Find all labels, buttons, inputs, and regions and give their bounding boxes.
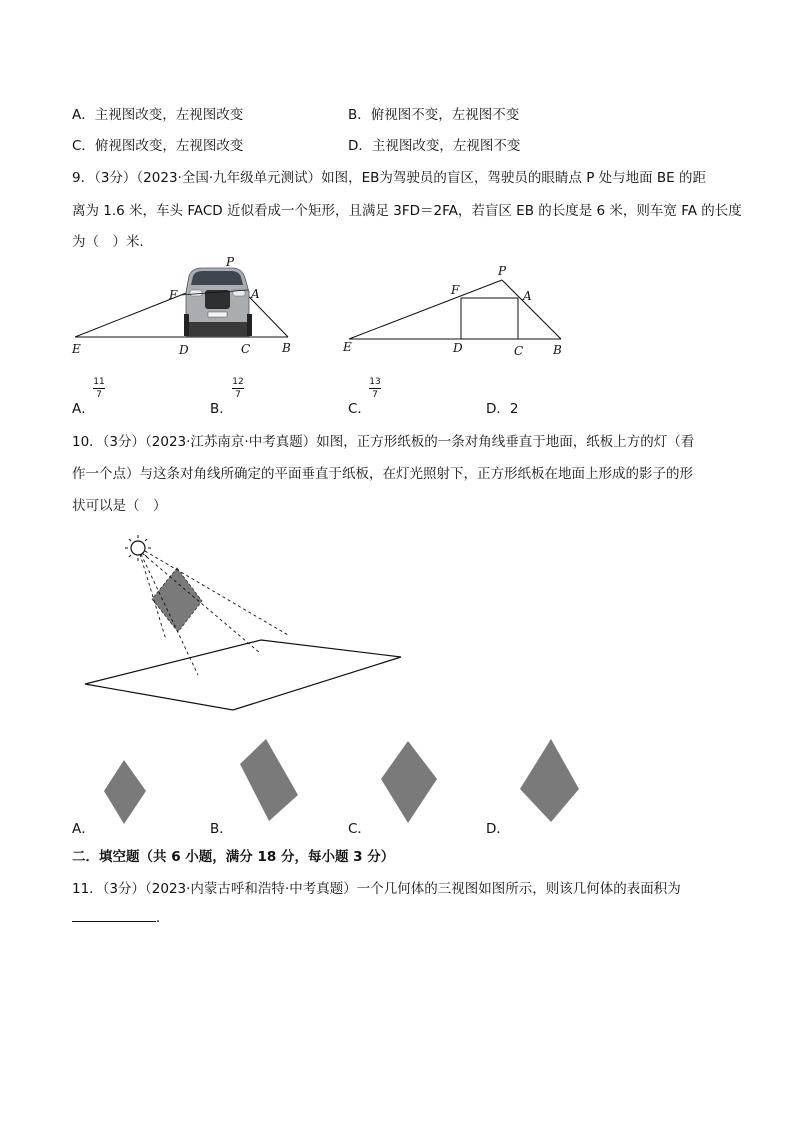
- q10-option-d-label: D．: [486, 821, 510, 837]
- q9-text-line1: 9．（3分）（2023·全国·九年级单元测试）如图，EB为驾驶员的盲区，驾驶员的眼睛点 P 处与地面 BE 的距: [72, 170, 707, 186]
- fig2-label-e: E: [343, 340, 352, 354]
- fraction-denominator: 7: [96, 390, 102, 400]
- fig2-label-b: B: [553, 343, 562, 357]
- fig2-label-d: D: [453, 341, 463, 355]
- fraction-numerator: 11: [93, 377, 105, 387]
- q9-option-b-fraction: [231, 377, 245, 400]
- q10-option-c-label: C．: [348, 821, 371, 837]
- fraction-numerator: 12: [232, 377, 244, 387]
- fig2-label-c: C: [514, 344, 524, 358]
- q8-option-c: C．俯视图改变，左视图改变: [72, 138, 244, 154]
- q10-text-line2: 作一个点）与这条对角线所确定的平面垂直于纸板，在灯光照射下，正方形纸板在地面上形成的影子的形: [72, 466, 693, 482]
- q9-figure-car: [66, 252, 298, 358]
- answer-blank[interactable]: [72, 909, 156, 922]
- q10-text-line1: 10．（3分）（2023·江苏南京·中考真题）如图，正方形纸板的一条对角线垂直于地面，纸板上方的灯（看: [72, 434, 695, 450]
- fraction-denominator: 7: [372, 390, 378, 400]
- q8-option-b: B．俯视图不变，左视图不变: [348, 107, 520, 123]
- fraction-denominator: 7: [235, 390, 241, 400]
- q9-option-a-label: A．: [72, 401, 95, 417]
- q9-text-line2: 离为 1.6 米，车头 FACD 近似看成一个矩形，且满足 3FD＝2FA，若盲区 EB 的长度是 6 米，则车宽 FA 的长度: [72, 203, 742, 219]
- fig2-label-a: A: [523, 289, 532, 303]
- q8-option-a: A．主视图改变，左视图改变: [72, 107, 244, 123]
- fig1-label-b: B: [282, 341, 291, 355]
- q10-option-a-shape: [100, 757, 150, 827]
- q9-option-a-fraction: [92, 377, 106, 400]
- q9-text-line3: 为（ ）米．: [72, 234, 153, 250]
- ground-plane: [85, 640, 401, 710]
- q9-option-d: D．2: [486, 401, 519, 417]
- q10-option-b-shape: [236, 737, 302, 823]
- fig1-label-p: P: [226, 255, 235, 269]
- q11-text-line1: 11．（3分）（2023·内蒙古呼和浩特·中考真题）一个几何体的三视图如图所示，则该几何体的表面积为: [72, 881, 681, 897]
- fig1-label-e: E: [72, 342, 81, 356]
- fig1-label-f: F: [169, 288, 178, 302]
- fig1-label-a: A: [251, 287, 260, 301]
- q8-option-d: D．主视图改变，左视图不变: [348, 138, 521, 154]
- q9-option-b-label: B．: [210, 401, 233, 417]
- fraction-numerator: 13: [369, 377, 381, 387]
- q10-option-b-label: B．: [210, 821, 233, 837]
- q11-end-punct: ．: [156, 910, 170, 926]
- q10-figure-lamp-shadow: [78, 532, 408, 718]
- q11-answer-blank-row: [72, 906, 170, 926]
- q10-option-a-label: A．: [72, 821, 95, 837]
- q10-text-line3: 状可以是（ ）: [72, 498, 167, 514]
- q10-option-c-shape: [378, 739, 440, 825]
- fig1-label-d: D: [179, 343, 189, 357]
- square-board: [152, 568, 202, 632]
- fig2-label-p: P: [498, 264, 507, 278]
- q9-option-c-fraction: [368, 377, 382, 400]
- q9-option-c-label: C．: [348, 401, 371, 417]
- section2-heading: 二．填空题（共 6 小题，满分 18 分，每小题 3 分）: [72, 849, 395, 865]
- fig2-label-f: F: [451, 283, 460, 297]
- car-image: [184, 268, 252, 336]
- fig1-label-c: C: [241, 342, 251, 356]
- q9-figure-geometry: [338, 262, 570, 360]
- q10-option-d-shape: [516, 737, 582, 825]
